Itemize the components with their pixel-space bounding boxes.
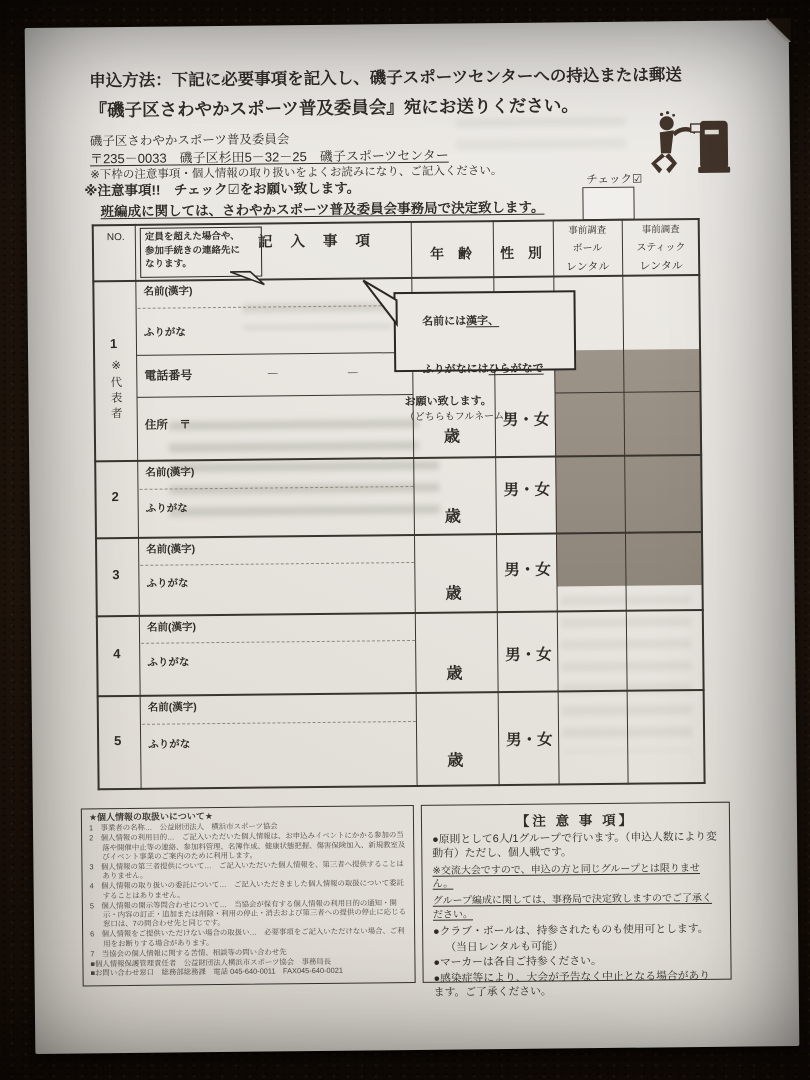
furigana-label: ふりがな xyxy=(146,577,189,590)
gender-options: 男・女 xyxy=(503,481,551,500)
caution-item: ●マーカーは各自ご持参ください。 xyxy=(433,955,602,970)
age-unit: 歳 xyxy=(443,428,461,446)
gender-options: 男・女 xyxy=(504,561,551,580)
name-kanji-label: 名前(漢字) xyxy=(146,621,196,634)
privacy-item: 3 個人情報の第三者提供について… ご記入いただいた個人情報を、第三者へ提供することはありません。 xyxy=(89,859,404,881)
col-header-age: 年 齢 xyxy=(429,245,478,262)
callout-text-underlined: 漢字、 xyxy=(466,315,500,328)
col-header-gender: 性 別 xyxy=(499,244,548,262)
furigana-label: ふりがな xyxy=(143,326,186,339)
caution-item: ●原則として6人/1グループで行います。（申込人数により変動有）ただし、個人戦です。 xyxy=(432,830,717,860)
caution-item: ●クラブ・ボールは、持参されたものも使用可とします。 xyxy=(433,922,709,938)
gender-options: 男・女 xyxy=(506,731,553,750)
callout-text: ふりがなには xyxy=(422,363,489,376)
privacy-title: ★個人情報の取扱いについて★ xyxy=(88,811,213,823)
privacy-contact-manager: ■個人情報保護管理責任者 公益財団法人横浜市スポーツ協会 事務局長 xyxy=(90,956,332,968)
pre-survey-label: 事前調査 xyxy=(568,224,607,237)
pre-survey-label: 事前調査 xyxy=(641,224,680,236)
organization-name: 磯子区さわやかスポーツ普及委員会 xyxy=(89,132,290,149)
age-unit: 歳 xyxy=(447,752,464,770)
privacy-contact-phone: ■お問い合わせ窓口 総務部総務課 電話 045-640-0011 FAX045-640-0021 xyxy=(90,965,344,978)
bubble-line: なります。 xyxy=(145,258,192,270)
privacy-item: 2 個人情報の利用目的… ご記入いただいた個人情報は、お申込みイベントにかかる参加の当落や開催中止等の連絡、参加料管理、名簿作成、健康状態把握、傷害保険加入、新規教室及びイベント事業のご案内のために利用します。 xyxy=(89,830,406,862)
privacy-item: 7 当協会の個人情報に関する苦情、相談等の問い合わせ先 xyxy=(90,947,287,959)
furigana-label: ふりがな xyxy=(145,502,188,515)
age-unit: 歳 xyxy=(445,585,462,603)
col-header-entry: 記 入 事 項 xyxy=(257,233,378,251)
callout-text: （どちらもフルネーム） xyxy=(404,410,515,424)
rental-label: レンタル xyxy=(639,260,683,273)
bubble-line: 参加手続きの連絡先に xyxy=(144,244,241,257)
row-number: 5 xyxy=(114,733,122,749)
caution-item: グループ編成に関しては、事務局で決定致しますのでご了承ください。 xyxy=(432,893,713,921)
organization-address: 〒235－0033 磯子区杉田5－32－25 磯子スポーツセンター xyxy=(89,147,449,167)
privacy-item: 4 個人情報の取り扱いの委託について… ご記入いただきました個人情報の取扱について委託することはありません。 xyxy=(89,878,404,901)
gender-options: 男・女 xyxy=(502,411,550,430)
row-number: 1 xyxy=(109,336,118,352)
name-kanji-label: 名前(漢字) xyxy=(147,701,197,714)
notice-line-1: ※注意事項!! チェック☑をお願い致します。 xyxy=(84,180,361,199)
form-title-line-2: 『磯子区さわやかスポーツ普及委員会』宛にお送りください。 xyxy=(89,95,579,121)
caution-item: ※交流大会ですので、申込の方と同じグループとは限りません。 xyxy=(432,862,700,891)
row-number: 2 xyxy=(111,489,119,505)
furigana-label: ふりがな xyxy=(147,656,190,669)
privacy-item: 5 個人情報の開示等問合わせについて… 当協会が保有する個人情報の利用目的の通知・開示・内容の訂正・追加または削除・利用の停止・消去および第三者への提供の停止に応じる窓口は、7の問合わせ先と同じです。 xyxy=(89,897,407,929)
name-kanji-label: 名前(漢字) xyxy=(143,285,193,298)
col-header-no: NO. xyxy=(106,231,125,244)
phone-label: 電話番号 xyxy=(144,368,193,383)
stick-label: スティック xyxy=(636,242,686,254)
notice-line-2: 班編成に関しては、さわやかスポーツ普及委員会事務局で決定致します。 xyxy=(100,199,545,220)
rental-label: レンタル xyxy=(565,260,610,274)
callout-text: 名前には xyxy=(422,315,467,328)
name-kanji-label: 名前(漢字) xyxy=(145,466,195,479)
caution-item: ●感染症等により、大会が予告なく中止となる場合があります。ご了承ください。 xyxy=(433,970,711,999)
caution-item: （当日レンタルも可能） xyxy=(445,940,564,954)
callout-text-underlined: ひらがなで xyxy=(488,362,544,376)
bubble-line: 定員を超えた場合や、 xyxy=(144,230,240,243)
representative-label: ※代表者 xyxy=(109,358,122,423)
age-unit: 歳 xyxy=(446,665,463,683)
privacy-item: 6 個人情報をご提供いただけない場合の取扱い… 必要事項をご記入いただけない場合、ご利用をお断りする場合があります。 xyxy=(90,926,405,949)
privacy-item: 1 事業者の名称… 公益財団法人 横浜市スポーツ協会 xyxy=(88,821,278,833)
check-mark-label: チェック☑ xyxy=(586,173,643,187)
callout-text: お願い致します。 xyxy=(404,395,492,409)
phone-dash: － xyxy=(266,366,280,382)
name-kanji-label: 名前(漢字) xyxy=(146,543,196,556)
gender-options: 男・女 xyxy=(505,646,552,665)
age-unit: 歳 xyxy=(444,508,461,526)
ball-label: ボール xyxy=(572,242,603,255)
row-number: 3 xyxy=(112,567,120,583)
form-title-line-1: 申込方法：下記に必要事項を記入し、磯子スポーツセンターへの持込または郵送 xyxy=(89,66,682,91)
address-label: 住所 〒 xyxy=(144,419,191,432)
furigana-label: ふりがな xyxy=(148,738,191,751)
read-before-fill-note: ※下枠の注意事項・個人情報の取り扱いをよくお読みになり、ご記入ください。 xyxy=(90,165,503,182)
phone-dash: － xyxy=(346,365,360,381)
cautions-title: 【注 意 事 項】 xyxy=(515,812,636,829)
row-number: 4 xyxy=(113,646,121,662)
